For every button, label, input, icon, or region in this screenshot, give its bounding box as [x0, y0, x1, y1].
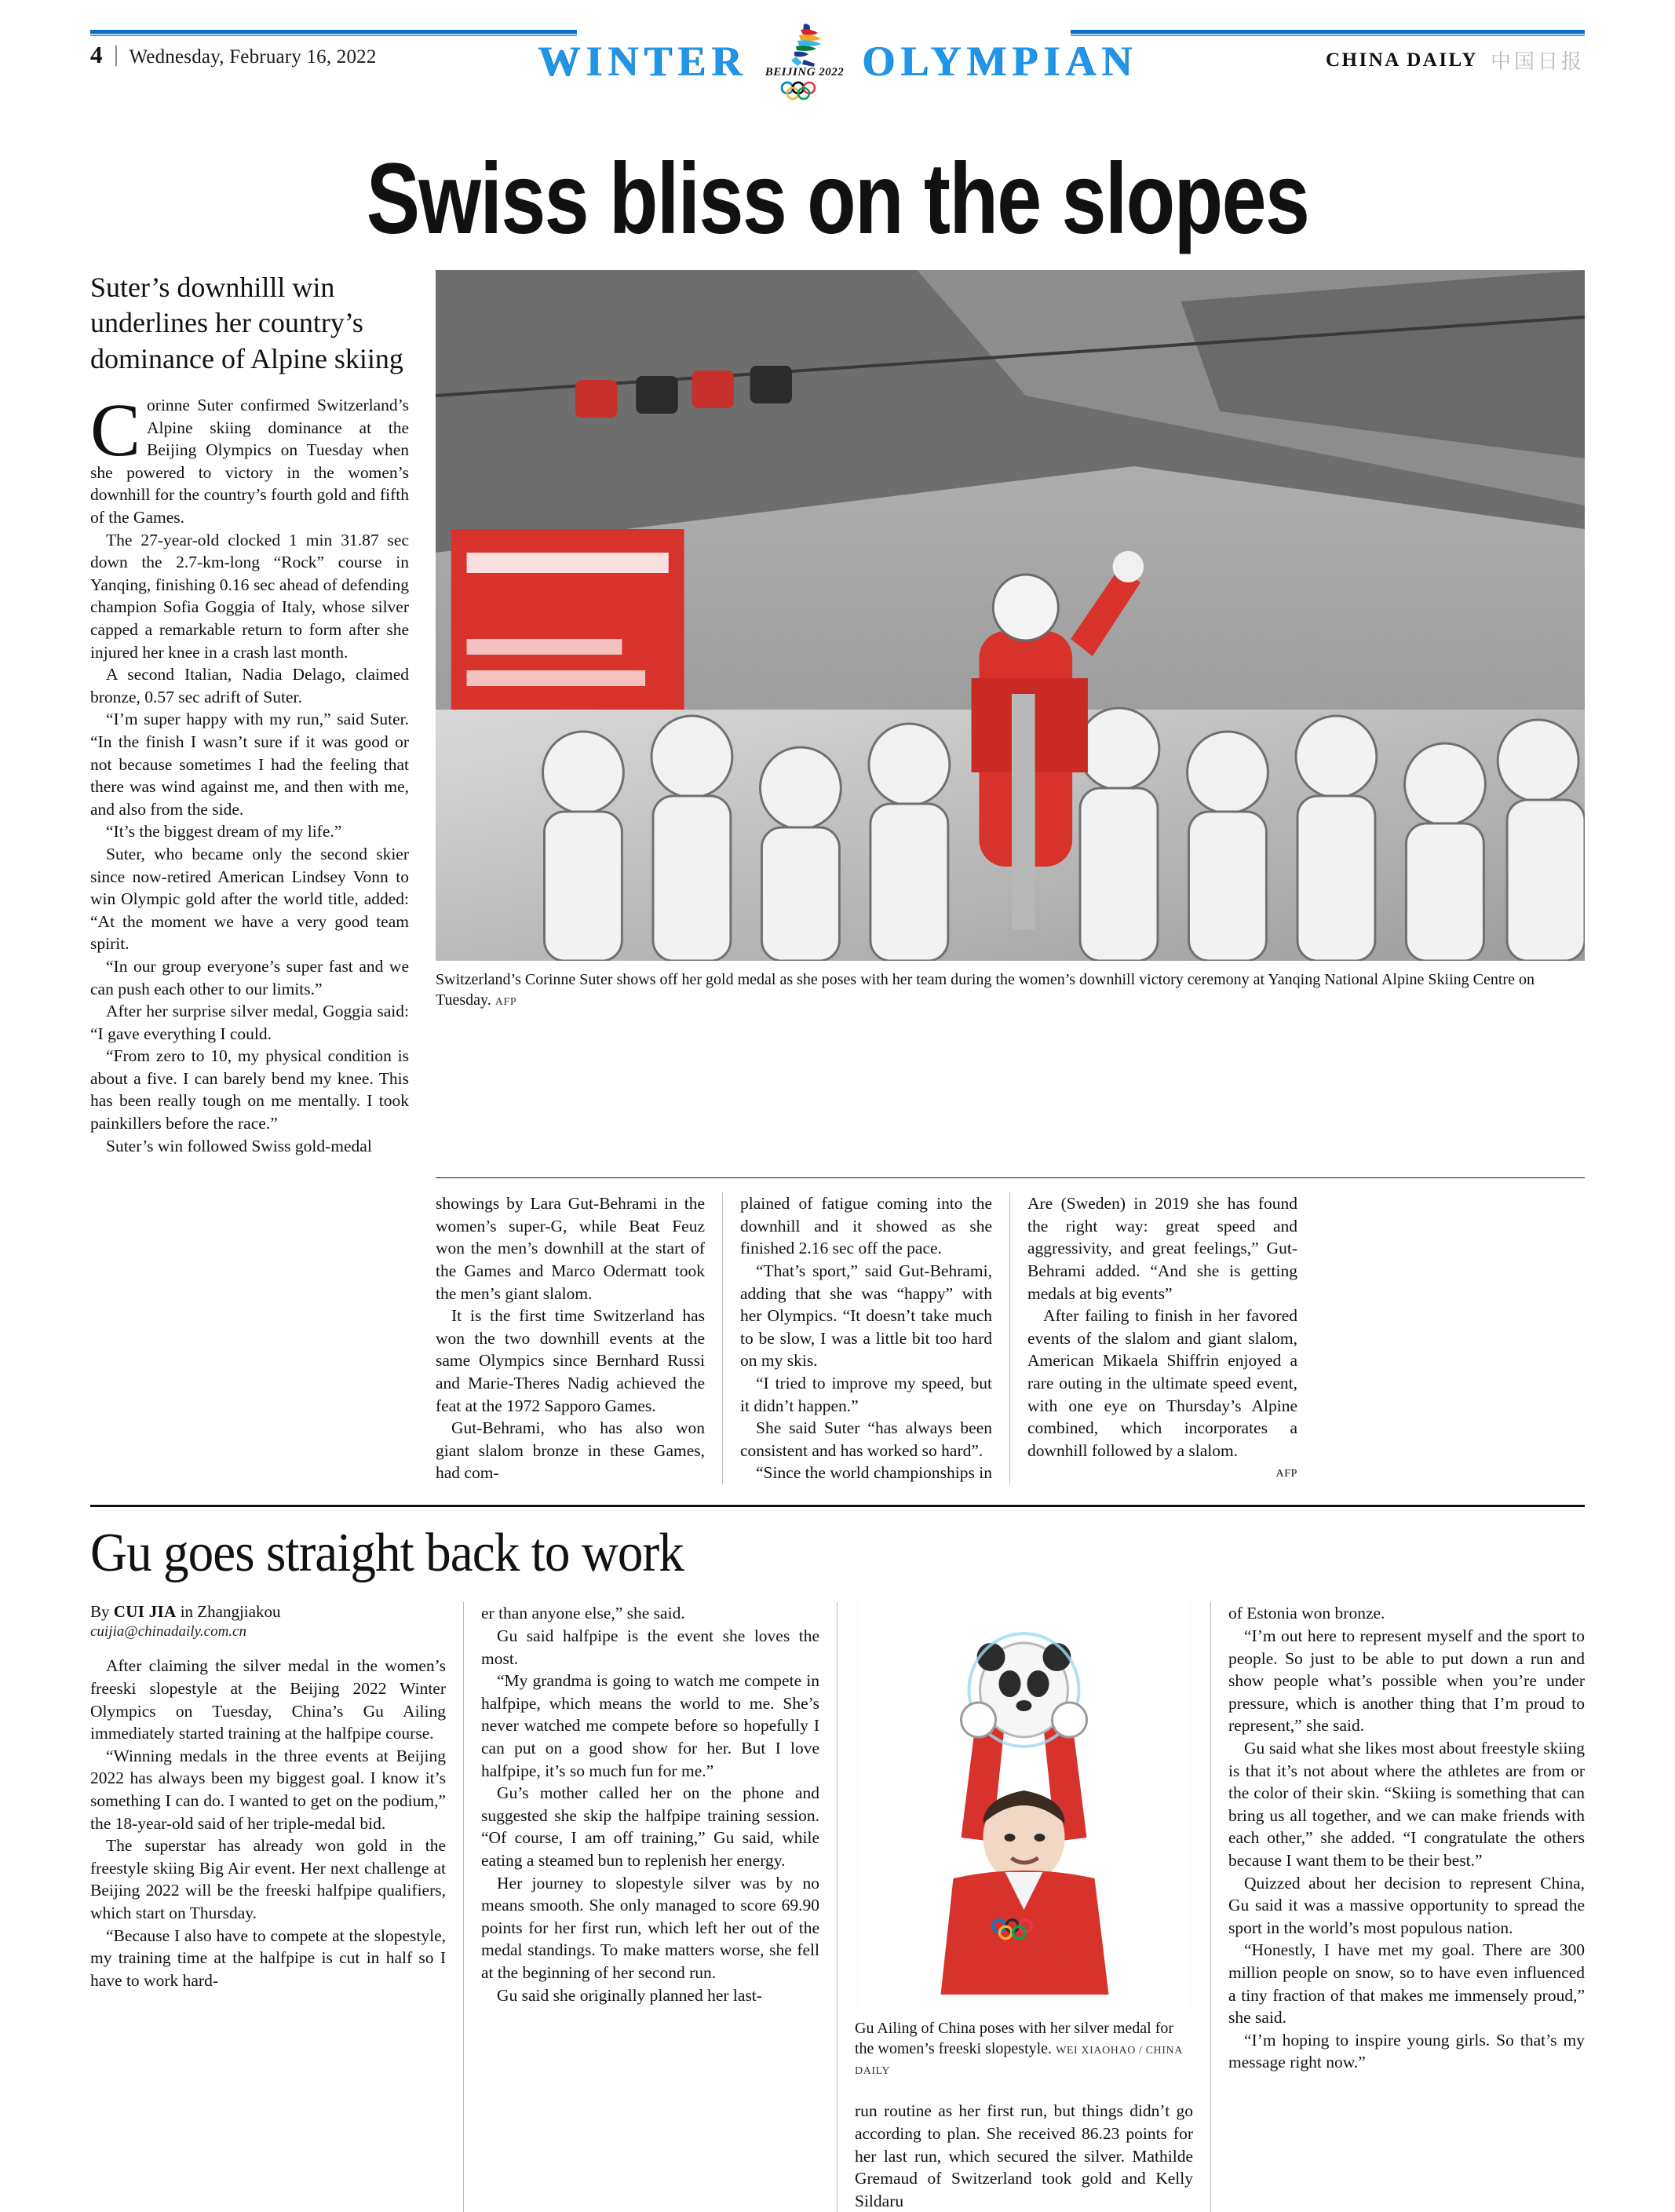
lead-photo	[436, 270, 1585, 961]
gu-c1-p0: After claiming the silver medal in the women’s freeski slopestyle at the Beijing 2022 Winter Olympics on Tuesday, China’s Gu Ailing immediately started training at the halfpipe course.	[90, 1656, 446, 1743]
gu-column-2	[464, 1602, 838, 2212]
lead-paragraph-8: “From zero to 10, my physical condition is about a five. I can barely bend my knee. This has been really tough on me mentally. I took painkillers before the race.”	[90, 1046, 409, 1133]
lead-paragraph-6: “In our group everyone’s super fast and we can push each other to our limits.”	[90, 956, 409, 998]
gu-c2-p5: Gu said she originally planned her last-	[497, 1985, 762, 2005]
lead-article-jump	[436, 1177, 1585, 1484]
jump-c1-p1: It is the first time Switzerland has won the two downhill events at the same Olympics since Bernhard Russi and Marie-Theres Nadig achieved the feat at the 1972 Sapporo Games.	[436, 1306, 705, 1415]
gu-c2-p1: Gu said halfpipe is the event she loves the most.	[481, 1626, 819, 1668]
lead-deck: Suter’s downhilll win underlines her country’s dominance of Alpine skiing	[90, 272, 403, 374]
page-number: 4	[90, 41, 103, 68]
lead-paragraph-7: After her surprise silver medal, Goggia said: “I gave everything I could.	[90, 1002, 409, 1043]
lead-paragraph-1: The 27-year-old clocked 1 min 31.87 sec down the 2.7-km-long “Rock” course in Yanqing, finishing 0.16 sec ahead of defending champion Sofia Goggia of Italy, whose silver capped a remarkable return to form after she injured her knee in a crash last month.	[90, 530, 409, 662]
gu-photo-caption-text: Gu Ailing of China poses with her silver medal for the women’s freeski slopestyle.	[855, 2020, 1174, 2058]
byline-author: CUI JIA	[113, 1602, 177, 1622]
gu-c1-p1: “Winning medals in the three events at Beijing 2022 has always been my biggest goal. I know it’s something I can do. I wanted to get on the podium,” the 18-year-old said of her triple-medal bid.	[90, 1746, 446, 1833]
lead-photo-block	[436, 270, 1585, 1157]
gu-photo	[855, 1602, 1193, 2010]
gu-c4-p1: “I’m out here to represent myself and the sport to people. So just to be able to put down a run and show people what’s possible when you’re under pressure, which is another thing that I’m proud to represent,” she said.	[1228, 1626, 1585, 1736]
gu-c3-p0: run routine as her first run, but things didn’t go according to plan. She received 86.23 points for her last run, which secured the silver. Mathilde Gremaud of Switzerland took gold and Kelly Sildaru	[855, 2101, 1193, 2210]
lead-paragraph-9: Suter’s win followed Swiss gold-medal	[106, 1136, 372, 1155]
svg-text:BEIJING 2022: BEIJING 2022	[957, 1958, 1091, 1983]
lead-photo-credit: AFP	[494, 996, 517, 1008]
jump-c3-p1: After failing to finish in her favored events of the slalom and giant slalom, American Mikaela Shiffrin enjoyed a rare outing in the ultimate speed event, with one eye on Thursday’s Alpine combined, which incorporates a downhill followed by a slalom.	[1027, 1306, 1297, 1460]
gu-photo-credit: WEI XIAOHAO / CHINA DAILY	[855, 2045, 1183, 2078]
masthead-title	[538, 22, 1137, 100]
gu-c2-p3: Gu’s mother called her on the phone and suggested she skip the halfpipe training session. “Of course, I am off training,” Gu said, while eating a steamed bun to replenish her energy.	[481, 1783, 819, 1871]
lead-photo-caption-text: Switzerland’s Corinne Suter shows off her gold medal as she poses with her team during the women’s downhill victory ceremony at Yanqing National Alpine Skiing Centre on Tuesday.	[436, 971, 1535, 1009]
masthead-word-winter: WINTER	[537, 38, 748, 85]
gu-c4-p4: “Honestly, I have met my goal. There are 300 million people on snow, so to have even influenced a tiny fraction of that makes me immensely proud,” she said.	[1228, 1940, 1585, 2028]
lead-paragraph-4: “It’s the biggest dream of my life.”	[106, 822, 342, 841]
masthead-word-olympian: OLYMPIAN	[862, 38, 1138, 85]
folio	[90, 41, 377, 69]
drop-cap: C	[90, 388, 141, 473]
lead-paragraph-0	[90, 388, 409, 529]
byline-email: cuijia@chinadaily.com.cn	[90, 1623, 246, 1641]
lead-headline: Swiss bliss on the slopes	[366, 143, 1309, 255]
masthead-rule-left	[90, 30, 577, 34]
gu-c1-p2: The superstar has already won gold in the freestyle skiing Big Air event. Her next challenge at Beijing 2022 will be the freeski halfpipe qualifiers, which start on Thursday.	[90, 1836, 446, 1923]
masthead	[90, 0, 1585, 108]
gu-c4-p2: Gu said what she likes most about freestyle skiing is that it’s not about where the athletes are from or the color of their skin. “Skiing is something that can bring us all together, and we can make friends with each other,” she added. “I congratulate the others because I want them to be their best.”	[1228, 1739, 1585, 1871]
gu-c2-p0: er than anyone else,” she said.	[481, 1604, 685, 1623]
lead-paragraph-3: “I’m super happy with my run,” said Suter. “In the finish I wasn’t sure if it was good or not because sometimes I had the feeling that there was wind against me, and then with me, and also from the side.	[90, 710, 409, 819]
gu-c4-p0: of Estonia won bronze.	[1228, 1604, 1385, 1623]
beijing-2022-logo	[761, 22, 848, 100]
byline	[90, 1602, 446, 1622]
gu-photo-caption	[855, 2018, 1193, 2079]
gu-photo-image	[855, 1602, 1193, 2010]
publication-mark	[1326, 46, 1585, 75]
gu-c4-p3: Quizzed about her decision to represent China, Gu said it was a massive opportunity to spread the sport in the world’s most populous nation.	[1228, 1873, 1585, 1937]
jump-column-2	[723, 1192, 1010, 1484]
byline-location: in Zhangjiakou	[176, 1602, 281, 1622]
byline-prefix: By	[90, 1602, 114, 1622]
publication-name: CHINA DAILY	[1326, 49, 1478, 71]
gu-column-1	[90, 1602, 464, 2212]
jump-c2-p0: plained of fatigue coming into the downhill and it showed as she finished 2.16 sec off the pace.	[740, 1194, 992, 1258]
gu-c1-p3: “Because I also have to compete at the slopestyle, my training time at the halfpipe is cut in half so I have to work hard-	[90, 1925, 446, 1990]
gu-c2-p4: Her journey to slopestyle silver was by no means smooth. She only managed to score 69.90 points for her first run, which left her out of the medal standings. To make matters worse, she fell at the beginning of her second run.	[481, 1873, 819, 1982]
lead-article-first-column	[90, 270, 436, 1157]
gu-column-3	[838, 1602, 1211, 2212]
masthead-rule-right-thin	[1071, 35, 1585, 36]
lead-photo-image	[436, 270, 1585, 961]
lead-paragraph-0-text: orinne Suter confirmed Switzerland’s Alpine skiing dominance at the Beijing Olympics on Tuesday when she powered to victory in the women’s downhill for the country’s fourth gold and fifth of the Games.	[90, 396, 409, 527]
jump-c3-p0: Are (Sweden) in 2019 she has found the right way: great speed and aggressivity, and great feelings,” Gut-Behrami added. “And she is getting medals at big events”	[1027, 1194, 1297, 1303]
jump-c2-p2: “I tried to improve my speed, but it didn’t happen.”	[740, 1374, 992, 1415]
masthead-rule-left-thin	[90, 35, 577, 36]
jump-c2-p3: She said Suter “has always been consistent and has worked so hard”.	[740, 1418, 992, 1460]
jump-end-credit: AFP	[1275, 1468, 1297, 1480]
lead-article	[90, 270, 1585, 1157]
jump-column-3	[1010, 1192, 1297, 1484]
issue-date: Wednesday, February 16, 2022	[129, 46, 377, 68]
second-article	[90, 1602, 1585, 2212]
olympic-skier-icon	[780, 22, 829, 68]
jump-c1-p2: Gut-Behrami, who has also won giant slalom bronze in these Games, had com-	[436, 1418, 705, 1483]
lead-paragraph-5: Suter, who became only the second skier since now-retired American Lindsey Vonn to win Olympic gold after the world title, added: “At the moment we have a very good team spirit.	[90, 844, 409, 954]
publication-name-chinese: 中国日报	[1490, 50, 1585, 73]
olympic-rings-icon	[777, 80, 832, 100]
gu-column-4	[1211, 1602, 1585, 2212]
folio-divider	[115, 46, 117, 66]
gu-c2-p2: “My grandma is going to watch me compete in halfpipe, which means the world to me. She’s never watched me compete before so hopefully I can put on a good show for her. But I love halfpipe, it’s so much fun for me.”	[481, 1671, 819, 1780]
second-headline: Gu goes straight back to work	[90, 1522, 684, 1583]
beijing-2022-wordmark: BEIJING 2022	[765, 66, 845, 78]
jump-c1-p0: showings by Lara Gut-Behrami in the women’s super-G, while Beat Feuz won the men’s downhill at the start of the Games and Marco Odermatt took the men’s giant slalom.	[436, 1194, 705, 1303]
lead-photo-caption	[436, 969, 1585, 1010]
jump-column-1	[436, 1192, 723, 1484]
jump-c2-p4: “Since the world championships in	[756, 1463, 992, 1483]
section-divider	[90, 1505, 1585, 1507]
masthead-rule-right	[1071, 30, 1585, 34]
jump-c2-p1: “That’s sport,” said Gut-Behrami, adding that she was “happy” with her Olympics. “It doesn’t take much to be slow, I was a little bit too hard on my skis.	[740, 1261, 992, 1371]
lead-paragraph-2: A second Italian, Nadia Delago, claimed bronze, 0.57 sec adrift of Suter.	[90, 665, 409, 706]
gu-c4-p5: “I’m hoping to inspire young girls. So that’s my message right now.”	[1228, 2030, 1585, 2072]
